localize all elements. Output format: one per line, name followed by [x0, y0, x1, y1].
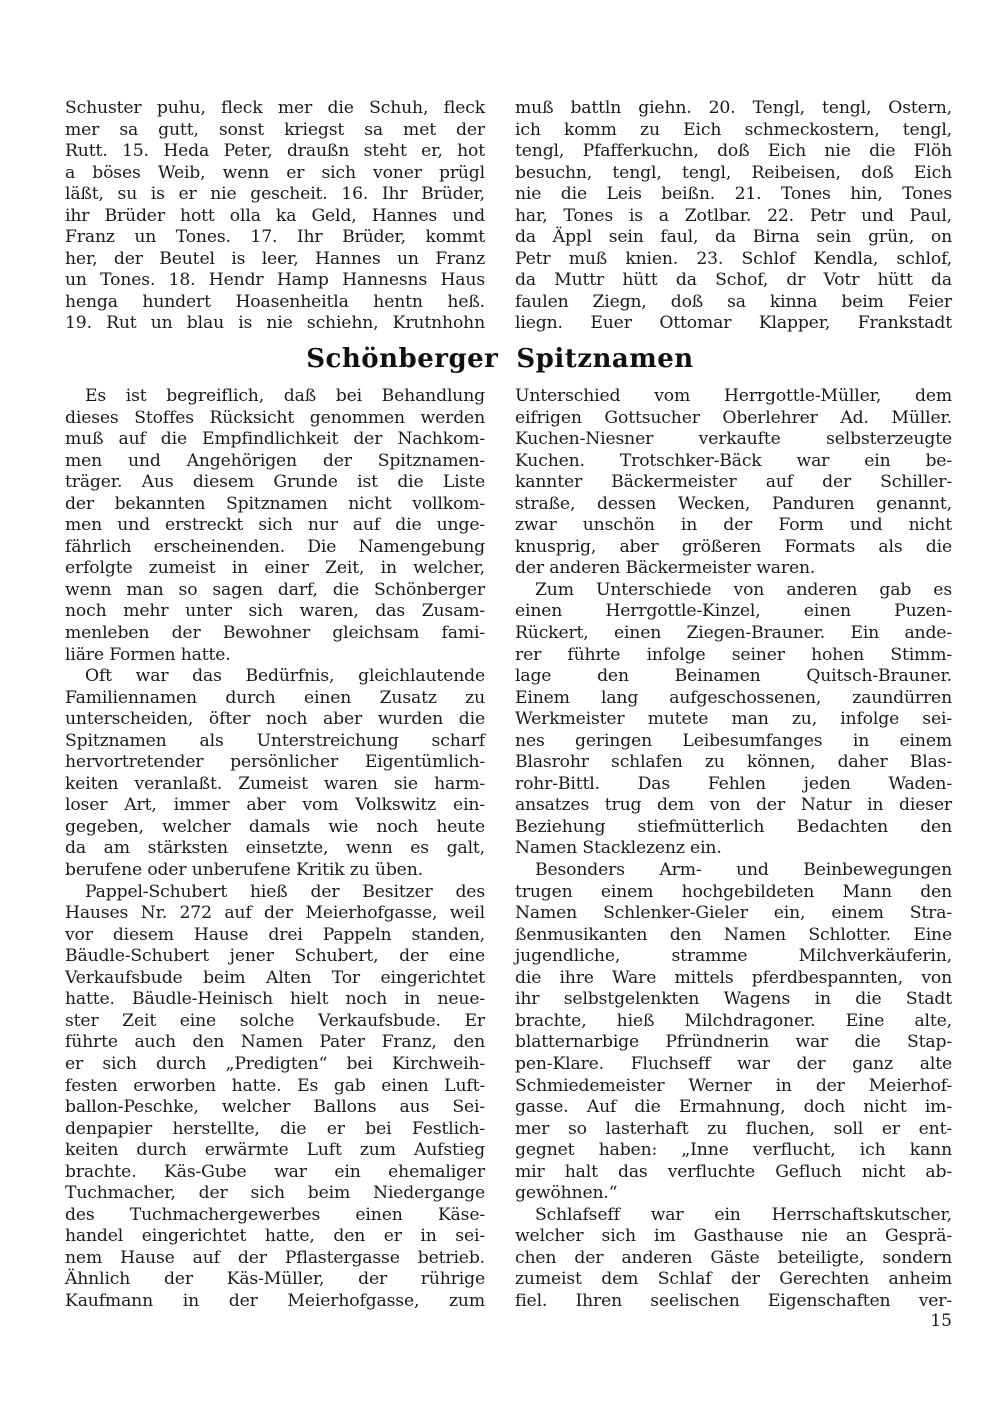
text-line: mir halt das verfluchte Gefluch nicht ab- [515, 1161, 952, 1182]
article-column-right [515, 386, 952, 1313]
text-line: un Tones. 18. Hendr Hamp Hannesns Haus [65, 270, 485, 291]
text-line: har, Tones is a Zotlbar. 22. Petr und Paul, [515, 205, 952, 226]
text-line: dieses Stoffes Rücksicht genommen werden [65, 407, 485, 428]
text-line: da am stärksten einsetzte, wenn es galt, [65, 838, 485, 859]
text-line: Schmiedemeister Werner in der Meierhof- [515, 1075, 952, 1096]
text-line: Einem lang aufgeschossenen, zaundürren [515, 687, 952, 708]
text-line: Familiennamen durch einen Zusatz zu [65, 687, 485, 708]
text-line: eifrigen Gottsucher Oberlehrer Ad. Müller. [515, 407, 952, 428]
text-line: Rückert, einen Ziegen-Brauner. Ein ande- [515, 623, 952, 644]
text-line: Kuchen. Trotschker-Bäck war ein be- [515, 450, 952, 471]
text-line: ich komm zu Eich schmeckostern, tengl, [515, 119, 952, 140]
text-line: menleben der Bewohner gleichsam fami- [65, 623, 485, 644]
text-line: Ähnlich der Käs-Müller, der rührige [65, 1269, 485, 1290]
text-line: welcher sich im Gasthause nie an Gesprä- [515, 1226, 952, 1247]
text-line: rohr-Bittl. Das Fehlen jeden Waden- [515, 773, 952, 794]
text-line: Besonders Arm- und Beinbewegungen [535, 860, 952, 881]
text-line: führte auch den Namen Pater Franz, den [65, 1032, 485, 1053]
text-line: des Tuchmachergewerbes einen Käse- [65, 1204, 485, 1225]
text-line: denpapier herstellte, die er bei Festlich- [65, 1118, 485, 1139]
text-line: ßenmusikanten den Namen Schlotter. Eine [515, 924, 952, 945]
text-line: die ihre Ware mittels pferdbespannten, von [515, 967, 952, 988]
text-line: ballon-Peschke, welcher Ballons aus Sei- [65, 1097, 485, 1118]
intro-column-right [515, 98, 952, 335]
text-line: keiten durch erwärmte Luft zum Aufstieg [65, 1140, 485, 1161]
text-line: tengl, Pfafferkuchn, doß Eich nie die Flöh [515, 141, 952, 162]
intro-column-left [65, 98, 485, 335]
text-line: Verkaufsbude beim Alten Tor eingerichtet [65, 967, 485, 988]
text-line: Blasrohr schlafen zu können, daher Blas- [515, 752, 952, 773]
text-line: der bekannten Spitznamen nicht vollkom- [65, 493, 485, 514]
text-line: Kuchen-Niesner verkaufte selbsterzeugte [515, 429, 952, 450]
text-line: Zum Unterschiede von anderen gab es [535, 579, 952, 600]
text-line: rer führte infolge seiner hohen Stimm- [515, 644, 952, 665]
text-line: nem Hause auf der Pflastergasse betrieb. [65, 1247, 485, 1268]
text-line: Werkmeister mutete man zu, infolge sei- [515, 709, 952, 730]
text-line: blatternarbige Pfründnerin war die Stap- [515, 1032, 952, 1053]
text-line: liegn. Euer Ottomar Klapper, Frankstadt [515, 313, 952, 334]
text-line: Es ist begreiflich, daß bei Behandlung [85, 386, 485, 406]
text-line: nie die Leis beißn. 21. Tones hin, Tones [515, 184, 952, 205]
text-line: gasse. Auf die Ermahnung, doch nicht im- [515, 1097, 952, 1118]
text-line: hatte. Bäudle-Heinisch hielt noch in neue- [65, 989, 485, 1010]
heading-word-2: Spitznamen [516, 344, 694, 374]
text-line: Unterschied vom Herrgottle-Müller, dem [515, 386, 952, 406]
text-line: fiel. Ihren seelischen Eigenschaften ver- [515, 1290, 952, 1311]
text-line: er sich durch „Predigten“ bei Kirchweih- [65, 1053, 485, 1074]
text-line: unterscheiden, öfter noch aber wurden die [65, 709, 485, 730]
text-line: festen erworben hatte. Es gab einen Luft- [65, 1075, 485, 1096]
text-line: mer so lasterhaft zu fluchen, soll er ent- [515, 1118, 952, 1139]
text-line: knusprig, aber größeren Formats als die [515, 536, 952, 557]
text-line: Pappel-Schubert hieß der Besitzer des [85, 881, 485, 902]
text-line: besuchn, tengl, tengl, Reibeisen, doß Eich [515, 162, 952, 183]
text-line: berufene oder unberufene Kritik zu üben. [65, 860, 423, 881]
text-line: ansatzes trug dem von der Natur in dieser [515, 795, 952, 816]
text-line: kannter Bäckermeister auf der Schiller- [515, 472, 952, 493]
text-line: träger. Aus diesem Grunde ist die Liste [65, 472, 485, 493]
text-line: men und erstreckt sich nur auf die unge- [65, 515, 485, 536]
text-line: zwar unschön in der Form und nicht [515, 515, 952, 536]
text-line: brachte, hieß Milchdragoner. Eine alte, [515, 1010, 952, 1031]
text-line: trugen einem hochgebildeten Mann den [515, 881, 952, 902]
text-line: Schlafseff war ein Herrschaftskutscher, [535, 1204, 952, 1225]
text-line: ihr selbstgelenkten Wagens in die Stadt [515, 989, 952, 1010]
text-line: zumeist dem Schlaf der Gerechten anheim [515, 1269, 952, 1290]
text-line: liäre Formen hatte. [65, 644, 231, 665]
text-line: Hauses Nr. 272 auf der Meierhofgasse, weil [65, 903, 485, 924]
text-line: Oft war das Bedürfnis, gleichlautende [85, 666, 485, 687]
text-line: loser Art, immer aber vom Volkswitz ein- [65, 795, 485, 816]
text-line: faulen Ziegn, doß sa kinna beim Feier [515, 291, 952, 312]
text-line: handel eingerichtet hatte, den er in sei- [65, 1226, 485, 1247]
text-line: Schuster puhu, fleck mer die Schuh, fleck [65, 98, 485, 118]
text-line: Namen Schlenker-Gieler ein, einem Stra- [515, 903, 952, 924]
text-line: gegeben, welcher damals wie noch heute [65, 816, 485, 837]
text-line: erfolgte zumeist in einer Zeit, in welcher, [65, 558, 485, 579]
text-line: straße, dessen Wecken, Panduren genannt, [515, 493, 952, 514]
text-line: muß battln giehn. 20. Tengl, tengl, Ostern, [515, 98, 952, 118]
text-line: keiten veranlaßt. Zumeist waren sie harm- [65, 773, 485, 794]
text-line: Rutt. 15. Heda Peter, draußn steht er, hot [65, 141, 485, 162]
text-line: gegnet haben: „Inne verflucht, ich kann [515, 1140, 952, 1161]
text-line: hervortretender persönlicher Eigentümlich- [65, 752, 485, 773]
article-column-left [65, 386, 485, 1313]
text-line: men und Angehörigen der Spitznamen- [65, 450, 485, 471]
text-line: a böses Weib, wenn er sich voner prügl [65, 162, 485, 183]
text-line: fährlich erscheinenden. Die Namengebung [65, 536, 485, 557]
text-line: Kaufmann in der Meierhofgasse, zum [65, 1290, 485, 1311]
text-line: gewöhnen.“ [515, 1183, 618, 1204]
text-line: brachte. Käs-Gube war ein ehemaliger [65, 1161, 485, 1182]
text-line: Tuchmacher, der sich beim Niedergange [65, 1183, 485, 1204]
text-line: der anderen Bäckermeister waren. [515, 558, 816, 579]
text-line: henga hundert Hoasenheitla hentn heß. [65, 291, 485, 312]
text-line: nes geringen Leibesumfanges in einem [515, 730, 952, 751]
text-line: Spitznamen als Unterstreichung scharf [65, 730, 485, 751]
text-line: Bäudle-Schubert jener Schubert, der eine [65, 946, 485, 967]
text-line: einen Herrgottle-Kinzel, einen Puzen- [515, 601, 952, 622]
text-line: pen-Klare. Fluchseff war der ganz alte [515, 1053, 952, 1074]
text-line: 19. Rut un blau is nie schiehn, Krutnhohn [65, 313, 485, 334]
article-heading [0, 344, 1000, 374]
text-line: noch mehr unter sich waren, das Zusam- [65, 601, 485, 622]
text-line: muß auf die Empfindlichkeit der Nachkom- [65, 429, 485, 450]
text-line: vor diesem Hause drei Pappeln standen, [65, 924, 485, 945]
text-line: Petr muß knien. 23. Schlof Kendla, schlof, [515, 248, 952, 269]
text-line: chen der anderen Gäste beteiligte, sondern [515, 1247, 952, 1268]
text-line: jugendliche, stramme Milchverkäuferin, [515, 946, 952, 967]
text-line: mer sa gutt, sonst kriegst sa met der [65, 119, 485, 140]
text-line: Namen Stacklezenz ein. [515, 838, 722, 859]
text-line: Beziehung stiefmütterlich Bedachten den [515, 816, 952, 837]
text-line: da Muttr hütt da Schof, dr Votr hütt da [515, 270, 952, 291]
text-line: da Äppl sein faul, da Birna sein grün, on [515, 227, 952, 248]
page-number: 15 [930, 1311, 952, 1331]
text-line: her, der Beutel is leer, Hannes un Franz [65, 248, 485, 269]
text-line: läßt, su is er nie gescheit. 16. Ihr Brüder, [65, 184, 485, 205]
text-line: Franz un Tones. 17. Ihr Brüder, kommt [65, 227, 485, 248]
text-line: ihr Brüder hott olla ka Geld, Hannes und [65, 205, 485, 226]
heading-word-1: Schönberger [306, 344, 499, 374]
text-line: lage den Beinamen Quitsch-Brauner. [515, 666, 952, 687]
text-line: wenn man so sagen darf, die Schönberger [65, 579, 485, 600]
text-line: ster Zeit eine solche Verkaufsbude. Er [65, 1010, 485, 1031]
